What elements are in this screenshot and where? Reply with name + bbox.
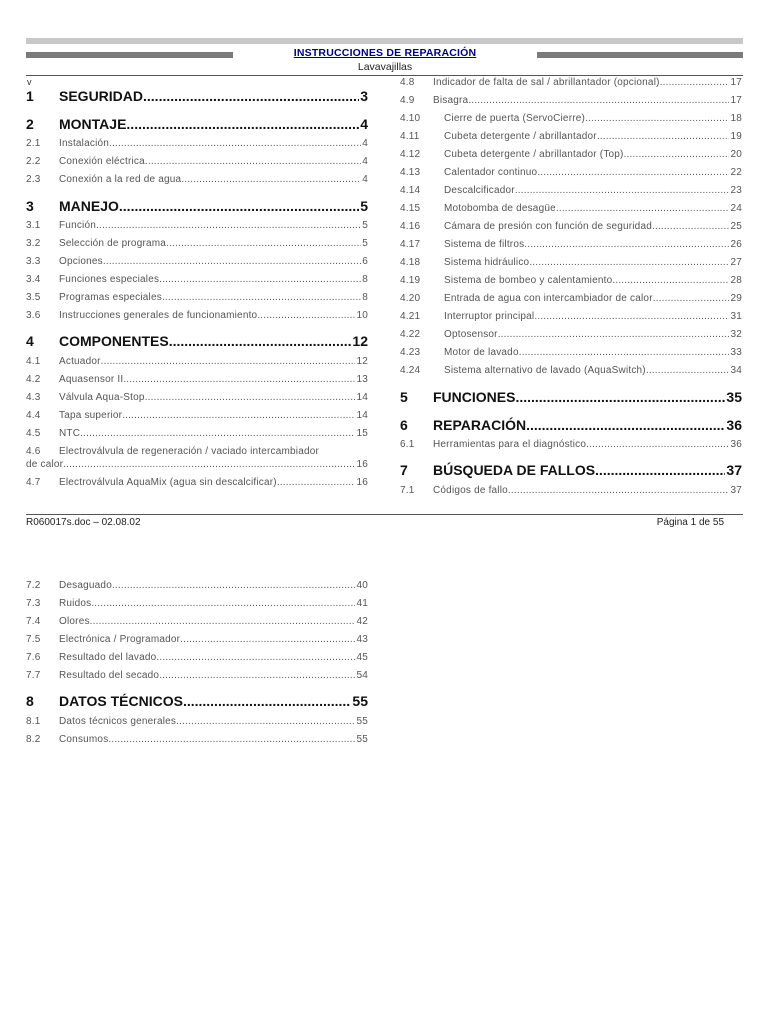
toc-entry-label: Descalcificador [444, 185, 515, 196]
toc-entry-number: 3.5 [26, 292, 41, 303]
leader-dots [519, 347, 730, 358]
toc-entry-number: 4.6 [26, 446, 41, 457]
toc-entry-number: 7.1 [400, 485, 415, 496]
toc-entry-page: 5 [360, 198, 368, 214]
toc-entry-label: Motor de lavado [444, 347, 519, 358]
toc-entry-page: 45 [356, 652, 368, 663]
leader-dots [595, 462, 725, 478]
toc-entry-label: Calentador continuo [444, 167, 538, 178]
toc-entry-number: 4.18 [400, 257, 421, 268]
toc-entry-number: 7.4 [26, 616, 41, 627]
toc-entry-4-14[interactable] [400, 185, 742, 196]
toc-entry-number: 4.20 [400, 293, 421, 304]
toc-entry-number: 4.16 [400, 221, 421, 232]
toc-entry-page: 28 [730, 275, 742, 286]
toc-entry-label: Instalación [59, 138, 110, 149]
toc-entry-number: 4.4 [26, 410, 41, 421]
toc-entry-label: Cubeta detergente / abrillantador (Top) [444, 149, 624, 160]
toc-entry-4-22[interactable] [400, 329, 742, 340]
toc-entry-number: 3.6 [26, 310, 41, 321]
toc-entry-8-2[interactable] [26, 734, 368, 745]
toc-right-column [400, 0, 742, 1024]
toc-chapter-7[interactable] [400, 462, 742, 478]
footer-page-number: Página 1 de 55 [656, 517, 724, 528]
toc-entry-4-9[interactable] [400, 95, 742, 106]
toc-entry-page: 4 [362, 138, 368, 149]
toc-entry-4-13[interactable] [400, 167, 742, 178]
toc-entry-page: 8 [362, 274, 368, 285]
toc-entry-7-2[interactable] [26, 580, 368, 591]
toc-entry-page: 32 [730, 329, 742, 340]
toc-entry-number: 4.8 [400, 77, 415, 88]
toc-entry-label: SEGURIDAD [59, 88, 144, 104]
toc-entry-number: 4.1 [26, 356, 41, 367]
toc-entry-number: 4.2 [26, 374, 41, 385]
toc-entry-8-1[interactable] [26, 716, 368, 727]
toc-entry-page: 34 [730, 365, 742, 376]
toc-entry-number: 4 [26, 333, 34, 349]
toc-entry-label: Instrucciones generales de funcionamiento [59, 310, 258, 321]
toc-entry-number: 4.7 [26, 477, 41, 488]
footer-rule [26, 514, 743, 515]
toc-entry-number: 4.24 [400, 365, 421, 376]
toc-entry-page: 4 [362, 174, 368, 185]
toc-entry-label: Motobomba de desagüe [444, 203, 556, 214]
leader-dots [653, 293, 730, 304]
toc-entry-label: FUNCIONES [433, 389, 516, 405]
toc-entry-number: 7.5 [26, 634, 41, 645]
toc-entry-label: MONTAJE [59, 116, 127, 132]
toc-entry-number: 7 [400, 462, 408, 478]
toc-entry-number: 3.4 [26, 274, 41, 285]
toc-entry-page: 18 [730, 113, 742, 124]
toc-entry-label: Entrada de agua con intercambiador de calor [444, 293, 653, 304]
leader-dots [112, 580, 356, 591]
toc-entry-page: 55 [356, 734, 368, 745]
toc-entry-page: 5 [362, 220, 368, 231]
toc-entry-page: 43 [356, 634, 368, 645]
toc-entry-label: Electroválvula de regeneración / vaciado intercambiador [59, 446, 320, 457]
toc-entry-number: 3.2 [26, 238, 41, 249]
toc-entry-4-16[interactable] [400, 221, 742, 232]
toc-entry-number: 4.23 [400, 347, 421, 358]
toc-entry-page: 10 [356, 310, 368, 321]
toc-entry-number: 4.19 [400, 275, 421, 286]
toc-entry-page: 12 [352, 333, 368, 349]
toc-entry-label-continued: de calor [26, 459, 64, 470]
toc-entry-number: 1 [26, 88, 34, 104]
toc-entry-4-12[interactable] [400, 149, 742, 160]
toc-entry-number: 7.6 [26, 652, 41, 663]
toc-entry-label: Actuador [59, 356, 101, 367]
toc-entry-page: 20 [730, 149, 742, 160]
toc-entry-number: 4.22 [400, 329, 421, 340]
toc-entry-page: 17 [730, 77, 742, 88]
leader-dots [556, 203, 730, 214]
toc-entry-label: Resultado del secado [59, 670, 160, 681]
toc-entry-label: COMPONENTES [59, 333, 169, 349]
toc-entry-number: 4.17 [400, 239, 421, 250]
toc-entry-number: 3 [26, 198, 34, 214]
toc-entry-label: Electrónica / Programador [59, 634, 181, 645]
toc-entry-page: 13 [356, 374, 368, 385]
toc-entry-label: Opciones [59, 256, 103, 267]
document-title: INSTRUCCIONES DE REPARACIÓN [293, 47, 477, 59]
toc-entry-label: Interruptor principal [444, 311, 535, 322]
leader-dots [612, 275, 729, 286]
toc-entry-label: REPARACIÓN [433, 417, 527, 433]
toc-entry-6-1[interactable] [400, 439, 742, 450]
toc-chapter-5[interactable] [400, 389, 742, 405]
toc-entry-page: 24 [730, 203, 742, 214]
toc-entry-number: 4.9 [400, 95, 415, 106]
toc-entry-label: Funciones especiales [59, 274, 160, 285]
leader-dots [646, 365, 730, 376]
toc-entry-label: Cámara de presión con función de seguridad [444, 221, 652, 232]
toc-entry-page: 17 [730, 95, 742, 106]
toc-entry-number: 5 [400, 389, 408, 405]
toc-entry-label: Válvula Aqua-Stop [59, 392, 145, 403]
toc-entry-number: 2 [26, 116, 34, 132]
toc-chapter-8[interactable] [26, 693, 368, 709]
leader-dots [91, 598, 355, 609]
toc-entry-page: 4 [362, 156, 368, 167]
margin-mark: v [27, 77, 32, 87]
leader-dots [508, 485, 730, 496]
toc-entry-page: 8 [362, 292, 368, 303]
toc-entry-label: Aquasensor II [59, 374, 124, 385]
toc-entry-label: NTC [59, 428, 81, 439]
toc-chapter-6[interactable] [400, 417, 742, 433]
toc-entry-page: 37 [730, 485, 742, 496]
toc-entry-page: 12 [356, 356, 368, 367]
toc-entry-label: Sistema de filtros [444, 239, 525, 250]
toc-entry-number: 4.21 [400, 311, 421, 322]
toc-entry-label: Consumos [59, 734, 109, 745]
toc-entry-7-6[interactable] [26, 652, 368, 663]
toc-entry-label: Sistema alternativo de lavado (AquaSwitch) [444, 365, 646, 376]
leader-dots [515, 389, 725, 405]
toc-entry-number: 8.2 [26, 734, 41, 745]
toc-entry-label: Conexión a la red de agua [59, 174, 182, 185]
toc-entry-label: Códigos de fallo [433, 485, 508, 496]
leader-dots [529, 257, 729, 268]
toc-entry-page: 35 [726, 389, 742, 405]
toc-entry-page: 33 [730, 347, 742, 358]
leader-dots [156, 652, 355, 663]
leader-dots [515, 185, 730, 196]
toc-entry-label: Sistema de bombeo y calentamiento [444, 275, 613, 286]
toc-entry-label: Selección de programa [59, 238, 167, 249]
toc-entry-4-8[interactable] [400, 77, 742, 88]
toc-entry-page: 16 [356, 477, 368, 488]
toc-entry-label: Función [59, 220, 96, 231]
toc-entry-label: Conexión eléctrica [59, 156, 145, 167]
toc-continued-column [26, 0, 368, 1024]
toc-entry-label: Programas especiales [59, 292, 162, 303]
toc-entry-4-21[interactable] [400, 311, 742, 322]
leader-dots [180, 634, 355, 645]
toc-entry-number: 8.1 [26, 716, 41, 727]
toc-entry-number: 7.3 [26, 598, 41, 609]
toc-entry-number: 4.12 [400, 149, 421, 160]
leader-dots [534, 311, 729, 322]
toc-entry-number: 4.15 [400, 203, 421, 214]
toc-entry-7-7[interactable] [26, 670, 368, 681]
toc-entry-page: 55 [356, 716, 368, 727]
toc-entry-label: Ruidos [59, 598, 92, 609]
toc-entry-label: Optosensor [444, 329, 498, 340]
toc-entry-4-11[interactable] [400, 131, 742, 142]
leader-dots [652, 221, 729, 232]
leader-dots [183, 693, 351, 709]
toc-entry-number: 4.3 [26, 392, 41, 403]
toc-entry-7-4[interactable] [26, 616, 368, 627]
toc-entry-label: Bisagra [433, 95, 469, 106]
toc-entry-number: 2.2 [26, 156, 41, 167]
toc-entry-number: 6 [400, 417, 408, 433]
toc-entry-4-20[interactable] [400, 293, 742, 304]
toc-entry-number: 6.1 [400, 439, 415, 450]
leader-dots [90, 616, 356, 627]
toc-entry-number: 3.3 [26, 256, 41, 267]
toc-entry-label: Herramientas para el diagnóstico [433, 439, 587, 450]
leader-dots [585, 113, 729, 124]
toc-entry-page: 14 [356, 410, 368, 421]
toc-entry-page: 29 [730, 293, 742, 304]
toc-entry-4-15[interactable] [400, 203, 742, 214]
toc-entry-page: 54 [356, 670, 368, 681]
toc-entry-page: 22 [730, 167, 742, 178]
toc-entry-4-10[interactable] [400, 113, 742, 124]
toc-entry-label: DATOS TÉCNICOS [59, 693, 183, 709]
toc-entry-label: Sistema hidráulico [444, 257, 530, 268]
toc-entry-page: 37 [726, 462, 742, 478]
toc-entry-page: 15 [356, 428, 368, 439]
document-subtitle: Lavavajillas [357, 61, 413, 73]
toc-entry-page: 16 [356, 459, 368, 470]
leader-dots [498, 329, 730, 340]
toc-entry-label: Olores [59, 616, 90, 627]
toc-entry-number: 4.11 [400, 131, 420, 142]
toc-entry-label: Desaguado [59, 580, 112, 591]
toc-entry-page: 25 [730, 221, 742, 232]
toc-entry-page: 42 [356, 616, 368, 627]
leader-dots [159, 670, 355, 681]
toc-entry-page: 27 [730, 257, 742, 268]
toc-entry-page: 19 [730, 131, 742, 142]
toc-entry-number: 7.2 [26, 580, 41, 591]
leader-dots [524, 239, 729, 250]
toc-entry-label: MANEJO [59, 198, 119, 214]
leader-dots [624, 149, 730, 160]
toc-entry-page: 36 [730, 439, 742, 450]
toc-entry-4-23[interactable] [400, 347, 742, 358]
toc-entry-page: 5 [362, 238, 368, 249]
toc-entry-label: Tapa superior [59, 410, 123, 421]
toc-entry-page: 3 [360, 88, 368, 104]
toc-entry-page: 55 [352, 693, 368, 709]
leader-dots [108, 734, 355, 745]
toc-entry-page: 4 [360, 116, 368, 132]
toc-entry-4-24[interactable] [400, 365, 742, 376]
leader-dots [526, 417, 725, 433]
toc-entry-number: 2.1 [26, 138, 41, 149]
toc-entry-page: 40 [356, 580, 368, 591]
toc-entry-number: 4.14 [400, 185, 421, 196]
toc-entry-7-1[interactable] [400, 485, 742, 496]
toc-entry-label: Cierre de puerta (ServoCierre) [444, 113, 586, 124]
toc-entry-page: 41 [356, 598, 368, 609]
toc-entry-label: Indicador de falta de sal / abrillantador (opcional) [433, 77, 660, 88]
toc-entry-label: Cubeta detergente / abrillantador [444, 131, 597, 142]
toc-entry-number: 2.3 [26, 174, 41, 185]
toc-entry-number: 4.13 [400, 167, 421, 178]
toc-entry-number: 4.5 [26, 428, 41, 439]
toc-entry-page: 31 [730, 311, 742, 322]
footer-document-id: R060017s.doc – 02.08.02 [26, 517, 141, 528]
leader-dots [597, 131, 730, 142]
toc-entry-4-18[interactable] [400, 257, 742, 268]
toc-entry-7-3[interactable] [26, 598, 368, 609]
toc-entry-label: BÚSQUEDA DE FALLOS [433, 462, 596, 478]
toc-entry-number: 7.7 [26, 670, 41, 681]
toc-entry-number: 3.1 [26, 220, 41, 231]
toc-entry-page: 26 [730, 239, 742, 250]
toc-entry-page: 36 [726, 417, 742, 433]
toc-entry-number: 4.10 [400, 113, 421, 124]
leader-dots [176, 716, 355, 727]
toc-entry-page: 23 [730, 185, 742, 196]
toc-entry-page: 6 [362, 256, 368, 267]
toc-entry-label: Datos técnicos generales [59, 716, 177, 727]
leader-dots [468, 95, 729, 106]
toc-entry-7-5[interactable] [26, 634, 368, 645]
leader-dots [537, 167, 729, 178]
leader-dots [586, 439, 729, 450]
toc-entry-label: Electroválvula AquaMix (agua sin descalcificar) [59, 477, 277, 488]
toc-entry-page: 14 [356, 392, 368, 403]
toc-entry-4-19[interactable] [400, 275, 742, 286]
leader-dots [660, 77, 730, 88]
toc-entry-number: 8 [26, 693, 34, 709]
toc-entry-4-17[interactable] [400, 239, 742, 250]
toc-entry-label: Resultado del lavado [59, 652, 157, 663]
